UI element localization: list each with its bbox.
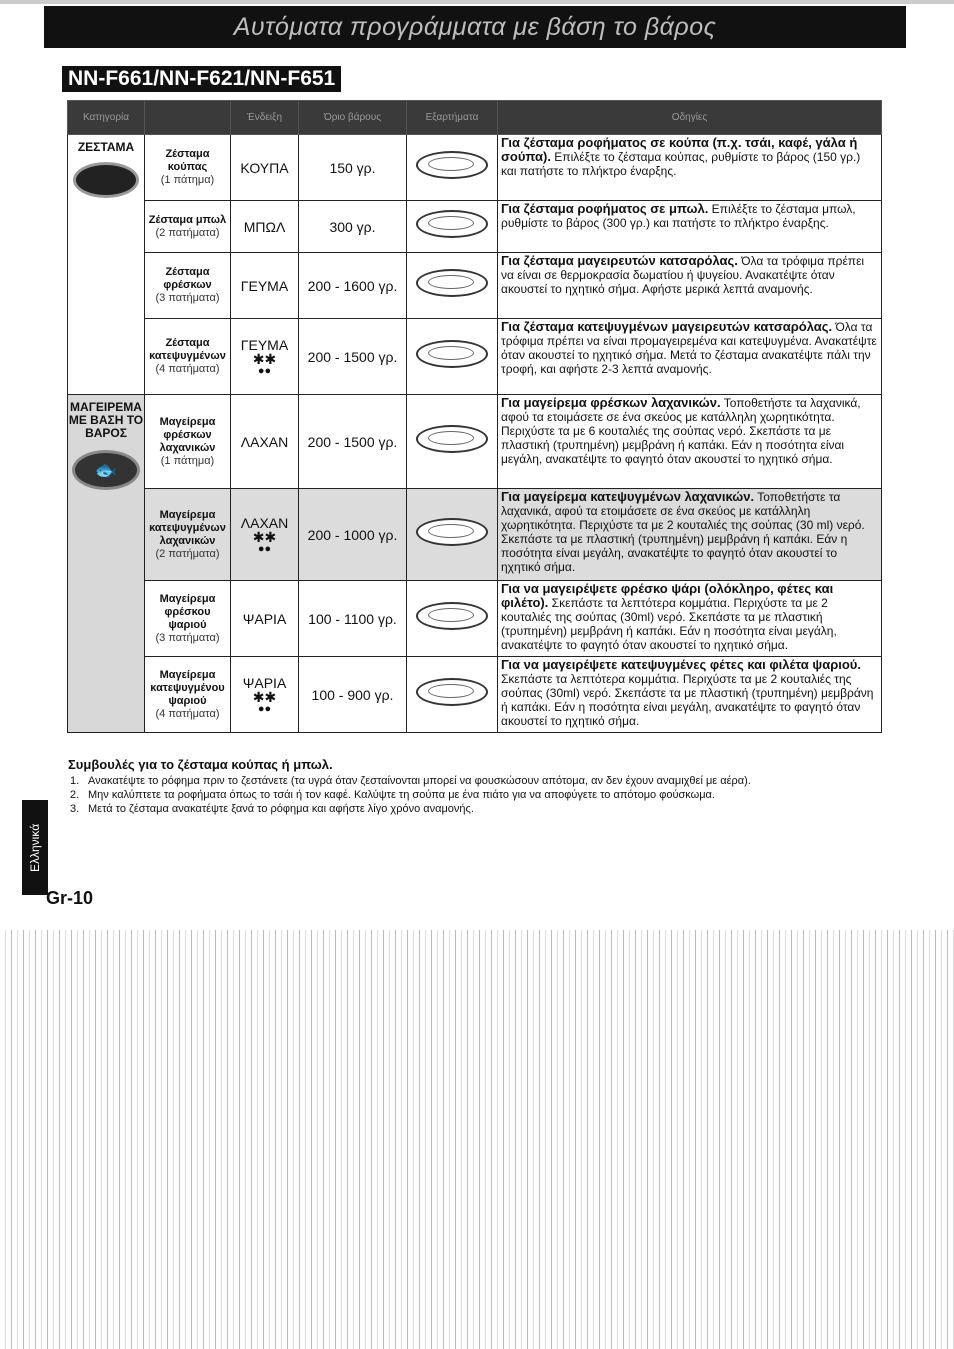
accessory-cell — [407, 253, 498, 319]
program-cell: Ζέσταμα μπωλ (2 πατήματα) — [145, 201, 231, 253]
program-cell: Μαγείρεμα κατεψυγμένου ψαριού (4 πατήματα) — [145, 657, 231, 733]
turntable-plate-icon — [416, 518, 488, 546]
fish-dish-icon: 🐟 — [72, 450, 140, 490]
frozen-snowflake-icon: ✱✱ — [252, 688, 277, 705]
instruction-cell: Για να μαγειρέψετε φρέσκο ψάρι (ολόκληρο, φέτες και φιλέτο). Σκεπάστε τα λεπτότερα κομμάτια. Περιχύστε τα με 2 κουταλιές της σούπας (30ml) νερό. Σκεπάστε τα με πλαστική (τρυπημένη) μεμβράνη ή καπάκι. Εάν η ποσότητα είναι μεγάλη, ανακατέψτε το φαγητό όταν ακουστεί το ηχητικό σήμα. — [498, 581, 882, 657]
table-row — [68, 135, 882, 201]
accessory-cell — [407, 489, 498, 581]
turntable-plate-icon — [416, 425, 488, 453]
weight-cell: 200 - 1500 γρ. — [299, 319, 407, 395]
accessory-cell — [407, 319, 498, 395]
turntable-plate-icon — [416, 151, 488, 179]
turntable-plate-icon — [416, 210, 488, 238]
col-accessories: Εξαρτήματα — [407, 101, 498, 135]
weight-cell: 300 γρ. — [299, 201, 407, 253]
page-number: Gr-10 — [46, 888, 94, 908]
scan-edge — [0, 0, 954, 4]
category-label: ΜΑΓΕΙΡΕΜΑ ΜΕ ΒΑΣΗ ΤΟ ΒΑΡΟΣ — [68, 400, 144, 440]
display-cell: ΚΟΥΠΑ — [231, 135, 299, 201]
col-display: Ένδειξη — [231, 101, 299, 135]
program-cell: Ζέσταμα κατεψυγμένων (4 πατήματα) — [145, 319, 231, 395]
instruction-cell: Για μαγείρεμα κατεψυγμένων λαχανικών. Τοποθετήστε τα λαχανικά, αφού τα ετοιμάσετε σε ένα σκεύος με κατάλληλη χωρητικότητα. Περιχύστε τα με 2 κουταλιές της σούπας (30 ml) νερό. Σκεπάστε τα με πλαστική (τρυπημένη) μεμβράνη ή καπάκι. Εάν η ποσότητα είναι μεγάλη, ανακατέψτε το φαγητό όταν ακουστεί το ηχητικό σήμα. — [498, 489, 882, 581]
advice-title: Συμβουλές για το ζέσταμα κούπας ή μπωλ. — [68, 757, 333, 772]
instruction-cell: Για ζέσταμα μαγειρευτών κατσαρόλας. Όλα τα τρόφιμα πρέπει να είναι σε θερμοκρασία δωματίου ή ψυγείου. Ανακατέψτε όταν ακουστεί το ηχητικό σήμα. Αφήστε μερικά λεπτά αναμονής. — [498, 253, 882, 319]
turntable-plate-icon — [416, 602, 488, 630]
program-cell: Ζέσταμα φρέσκων (3 πατήματα) — [145, 253, 231, 319]
program-cell: Μαγείρεμα φρέσκου ψαριού (3 πατήματα) — [145, 581, 231, 657]
display-cell: ΨΑΡΙΑ — [231, 581, 299, 657]
weight-cell: 200 - 1000 γρ. — [299, 489, 407, 581]
table-header-row — [68, 101, 882, 135]
advice-list — [68, 775, 898, 816]
programs-table — [67, 100, 881, 733]
accessory-cell — [407, 201, 498, 253]
turntable-plate-icon — [416, 340, 488, 368]
display-cell: ΓΕΥΜΑ ✱✱ ●● — [231, 319, 299, 395]
display-cell: ΛΑΧΑΝ — [231, 395, 299, 489]
list-item: 3. Μετά το ζέσταμα ανακατέψτε ξανά το ρόφημα και αφήστε λίγο χρόνο αναμονής. — [70, 803, 474, 815]
list-item: 1. Ανακατέψτε το ρόφημα πριν το ζεστάνετε (τα υγρά όταν ζεσταίνονται μπορεί να φουσκώσουν απότομα, αν δεν έχουν αναμιχθεί με αέρα). — [70, 775, 751, 787]
instruction-cell: Για να μαγειρέψετε κατεψυγμένες φέτες και φιλέτα ψαριού. Σκεπάστε τα λεπτότερα κομμάτια. Περιχύστε τα με 2 κουταλιές της σούπας (30ml) νερό. Σκεπάστε τα με πλαστική (τρυπημένη) μεμβράνη ή καπάκι. Εάν η ποσότητα είναι μεγάλη, ανακατέψτε το φαγητό όταν ακουστεί το ηχητικό σήμα. — [498, 657, 882, 733]
instruction-cell: Για ζέσταμα κατεψυγμένων μαγειρευτών κατσαρόλας. Όλα τα τρόφιμα πρέπει να είναι προμαγειρεμένα και κατεψυγμένα. Ανακατέψτε όταν ακουστεί το ηχητικό σήμα. Μετά το ζέσταμα ανακατέψτε πάλι την τροφή, και αφήστε 2-3 λεπτά αναμονής. — [498, 319, 882, 395]
scan-artifact-area — [0, 930, 954, 1349]
accessory-cell — [407, 395, 498, 489]
table-row — [68, 253, 882, 319]
weight-cell: 100 - 900 γρ. — [299, 657, 407, 733]
category-heating — [68, 135, 145, 395]
advice-section — [68, 758, 898, 817]
col-category: Κατηγορία — [68, 101, 145, 135]
weight-cell: 200 - 1500 γρ. — [299, 395, 407, 489]
frozen-snowflake-icon: ✱✱ — [252, 350, 277, 367]
accessory-cell — [407, 581, 498, 657]
table-row — [68, 319, 882, 395]
frozen-snowflake-icon: ✱✱ — [252, 528, 277, 545]
display-cell: ΓΕΥΜΑ — [231, 253, 299, 319]
display-cell: ΛΑΧΑΝ ✱✱ ●● — [231, 489, 299, 581]
turntable-plate-icon — [416, 678, 488, 706]
turntable-plate-icon — [416, 269, 488, 297]
model-numbers: NN-F661/NN-F621/NN-F651 — [62, 66, 341, 92]
table-row — [68, 489, 882, 581]
weight-cell: 200 - 1600 γρ. — [299, 253, 407, 319]
category-cooking — [68, 395, 145, 733]
category-label: ΖΕΣΤΑΜΑ — [77, 140, 135, 154]
program-cell: Ζέσταμα κούπας (1 πάτημα) — [145, 135, 231, 201]
accessory-cell — [407, 135, 498, 201]
table-row — [68, 581, 882, 657]
weight-cell: 100 - 1100 γρ. — [299, 581, 407, 657]
display-cell: ΜΠΩΛ — [231, 201, 299, 253]
program-cell: Μαγείρεμα κατεψυγμένων λαχανικών (2 πατήματα) — [145, 489, 231, 581]
display-cell: ΨΑΡΙΑ ✱✱ ●● — [231, 657, 299, 733]
instruction-cell: Για ζέσταμα ροφήματος σε κούπα (π.χ. τσάι, καφέ, γάλα ή σούπα). Επιλέξτε το ζέσταμα κούπας, ρυθμίστε το βάρος (150 γρ.) και πατήστε το πλήκτρο έναρξης. — [498, 135, 882, 201]
weight-cell: 150 γρ. — [299, 135, 407, 201]
list-item: 2. Μην καλύπτετε τα ροφήματα όπως το τσάι ή τον καφέ. Καλύψτε τη σούπα με ένα πιάτο για να αποφύγετε το απότομο φούσκωμα. — [70, 789, 715, 801]
defrost-drops-icon: ●● — [257, 364, 272, 377]
program-cell: Μαγείρεμα φρέσκων λαχανικών (1 πάτημα) — [145, 395, 231, 489]
page-title: Αυτόματα προγράμματα με βάση το βάρος — [44, 6, 906, 48]
table-row — [68, 657, 882, 733]
language-tab: Ελληνικά — [22, 800, 48, 895]
defrost-drops-icon: ●● — [257, 542, 272, 555]
col-program — [145, 101, 231, 135]
defrost-drops-icon: ●● — [257, 702, 272, 715]
col-weight: Όριο βάρους — [299, 101, 407, 135]
instruction-cell: Για ζέσταμα ροφήματος σε μπωλ. Επιλέξτε το ζέσταμα μπωλ, ρυθμίστε το βάρος (300 γρ.) και πατήστε το πλήκτρο έναρξης. — [498, 201, 882, 253]
accessory-cell — [407, 657, 498, 733]
table-row — [68, 201, 882, 253]
col-instructions: Οδηγίες — [498, 101, 882, 135]
casserole-dish-icon — [73, 162, 139, 198]
table-row — [68, 395, 882, 489]
instruction-cell: Για μαγείρεμα φρέσκων λαχανικών. Τοποθετήστε τα λαχανικά, αφού τα ετοιμάσετε σε ένα σκεύος με κατάλληλη χωρητικότητα. Περιχύστε τα με 6 κουταλιές της σούπας νερό. Σκεπάστε τα με πλαστική (τρυπημένη) μεμβράνη ή καπάκι. Εάν η ποσότητα είναι μεγάλη, ανακατέψτε το φαγητό όταν ακουστεί το ηχητικό σήμα. — [498, 395, 882, 489]
